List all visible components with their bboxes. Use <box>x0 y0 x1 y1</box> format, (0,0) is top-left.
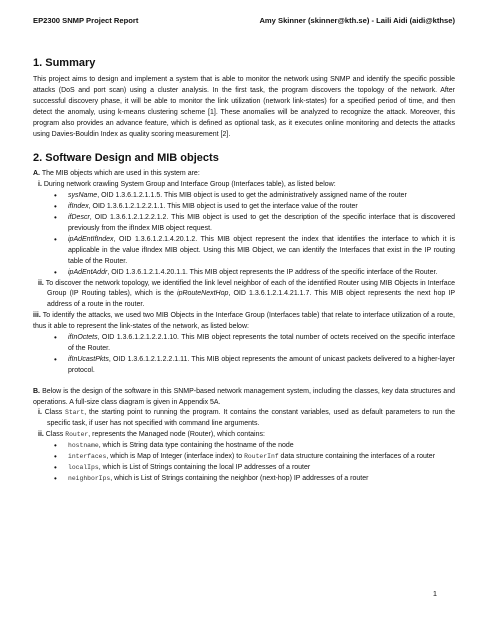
mib-name: ifIndex <box>68 203 89 211</box>
item-b-i-pre: Class <box>41 409 66 417</box>
item-ii-text-before: To discover the network topology, we identified the link level neighbor of each of the identified Router using MIB Objects in Interface Group (IP Routing tables), which is the <box>43 279 455 298</box>
list-item <box>54 235 455 268</box>
software-heading: 2. Software Design and MIB objects <box>33 152 219 165</box>
section-a-intro <box>33 169 455 180</box>
summary-paragraph: This project aims to design and implement a system that is able to monitor the network using SNMP and identify the specific possible attacks (DoS and port scan) using a cluster analysis. In the first task, the program discovers the topology of the network. After successful discovery phase, it will be able to monitor the link utilization (network link-states) for a specified period of time, and then detect the anomaly, using k-means clustering scheme [1]. These anomalies will be analyzed to recognize the attack. Moreover, this program also provides an advance feature, which is defined as optional task, as it executes online monitoring and detects the attacks using Davies-Bouldin Index as quality scoring measurement [2]. <box>33 76 455 138</box>
list-item <box>54 441 455 452</box>
field-type-name: RouterInf <box>244 453 279 461</box>
field-description: , which is List of Strings containing the neighbor (next-hop) IP addresses of a router <box>110 474 369 482</box>
field-description: , which is Map of Integer (interface index) to <box>106 453 245 461</box>
item-iii-paragraph <box>33 311 455 333</box>
mib-description: , OID 1.3.6.1.2.1.2.2.1.1. This MIB object is used to get the interface value of the router <box>88 203 358 211</box>
item-i-label: i. <box>38 181 42 189</box>
list-item <box>54 268 455 279</box>
mib-description: , OID 1.3.6.1.2.1.2.2.1.2. This MIB object is used to get the description of the specific interface that is discovered previously from the ifIndex MIB object request. <box>68 214 455 232</box>
list-item <box>54 463 455 474</box>
item-b-ii-text: , represents the Managed node (Router), which contains: <box>88 431 265 439</box>
section-a-text: The MIB objects which are used in this system are: <box>40 170 200 178</box>
list-item <box>54 333 455 355</box>
page-number: 1 <box>432 589 437 598</box>
mib-attack-list <box>33 333 455 377</box>
item-b-ii-paragraph <box>33 430 455 441</box>
header-course-title: EP2300 SNMP Project Report <box>33 16 139 25</box>
field-name: localIps <box>68 464 99 471</box>
list-item <box>54 355 455 377</box>
section-a-label: A. <box>33 170 40 178</box>
router-fields-list <box>33 441 455 485</box>
list-item <box>54 213 455 235</box>
item-iii-text: To identify the attacks, we used two MIB Objects in the Interface Group (Interfaces table) that relate to interface utilization of a route, thus it able to represent the link-states of the network, as listed below: <box>33 312 455 331</box>
item-ii-mib-name: ipRouteNextHop <box>177 290 229 298</box>
field-description: , which is String data type containing the hostname of the node <box>98 442 294 450</box>
mib-name: sysName <box>68 192 98 200</box>
page-header <box>33 16 455 25</box>
item-b-i-paragraph <box>33 408 455 430</box>
item-iii-label: iii. <box>33 312 41 320</box>
field-name: interfaces <box>68 453 107 461</box>
field-description-cont: data structure containing the interfaces of a router <box>278 453 436 461</box>
spacer <box>33 377 455 387</box>
section-b-intro <box>33 387 455 409</box>
field-name: neighborIps <box>68 474 111 482</box>
item-i-intro <box>33 180 455 191</box>
list-item <box>54 202 455 213</box>
mib-crawl-list <box>33 191 455 278</box>
item-ii-label: ii. <box>38 279 44 287</box>
item-i-text: During network crawling System Group and Interface Group (Interfaces table), as listed below: <box>41 181 336 189</box>
mib-description: , OID 1.3.6.1.2.1.4.20.1.1. This MIB object represents the IP address of the specific interface of the Router. <box>107 268 438 276</box>
item-b-ii-label: ii. <box>38 431 44 439</box>
mib-name: ifInOctets <box>68 334 98 342</box>
item-b-i-label: i. <box>38 409 42 417</box>
list-item <box>54 191 455 202</box>
item-b-ii-pre: Class <box>43 431 66 439</box>
mib-name: ifDescr <box>68 214 90 222</box>
list-item <box>54 452 455 463</box>
header-authors: Amy Skinner (skinner@kth.se) - Laili Aidi (aidi@kthse) <box>259 16 455 25</box>
section-b-label: B. <box>33 387 40 395</box>
summary-heading: 1. Summary <box>33 57 96 69</box>
section-b-text: Below is the design of the software in this SNMP-based network management system, including the classes, key data structures and operations. A full-size class diagram is given in Appendix 5A. <box>33 387 455 406</box>
item-b-i-text: , the starting point to running the program. It contains the constant variables, used as default parameters to run the specific task, if user has not specified with command line arguments. <box>47 409 456 428</box>
mib-description: , OID 1.3.6.1.2.1.2.2.1.10. This MIB object represents the total number of octets received on the specific interface of the Router. <box>68 334 455 352</box>
mib-description: , OID 1.3.6.1.2.1.2.2.1.11. This MIB object represents the amount of unicast packets delivered to a higher-layer protocol. <box>68 355 455 374</box>
mib-name: ipAdEntAddr <box>68 268 108 276</box>
class-name-start: Start <box>65 409 85 417</box>
field-description: , which is List of Strings containing the local IP addresses of a router <box>98 464 311 471</box>
mib-description: , OID 1.3.6.1.2.1.4.20.1.2. This MIB object represent the index that identifies the interface to which it is applicable in the value ifIndex MIB object. Using this MIB Object, we can identify the Interfaces that exist in the IP routing table of the Router. <box>68 235 455 265</box>
class-name-router: Router <box>65 431 89 439</box>
item-ii-paragraph <box>33 279 455 312</box>
mib-name: ifInUcastPkts <box>68 355 109 363</box>
mib-name: ipAdEntIfIndex <box>68 235 114 243</box>
list-item <box>54 474 455 485</box>
field-name: hostname <box>68 442 99 450</box>
mib-description: , OID 1.3.6.1.2.1.1.5. This MIB object is used to get the administratively assigned name of the router <box>97 192 407 200</box>
item-ii-text-after: , OID 1.3.6.1.2.1.4.21.1.7. This MIB object represents the next hop IP address of a route in the router. <box>47 290 455 309</box>
